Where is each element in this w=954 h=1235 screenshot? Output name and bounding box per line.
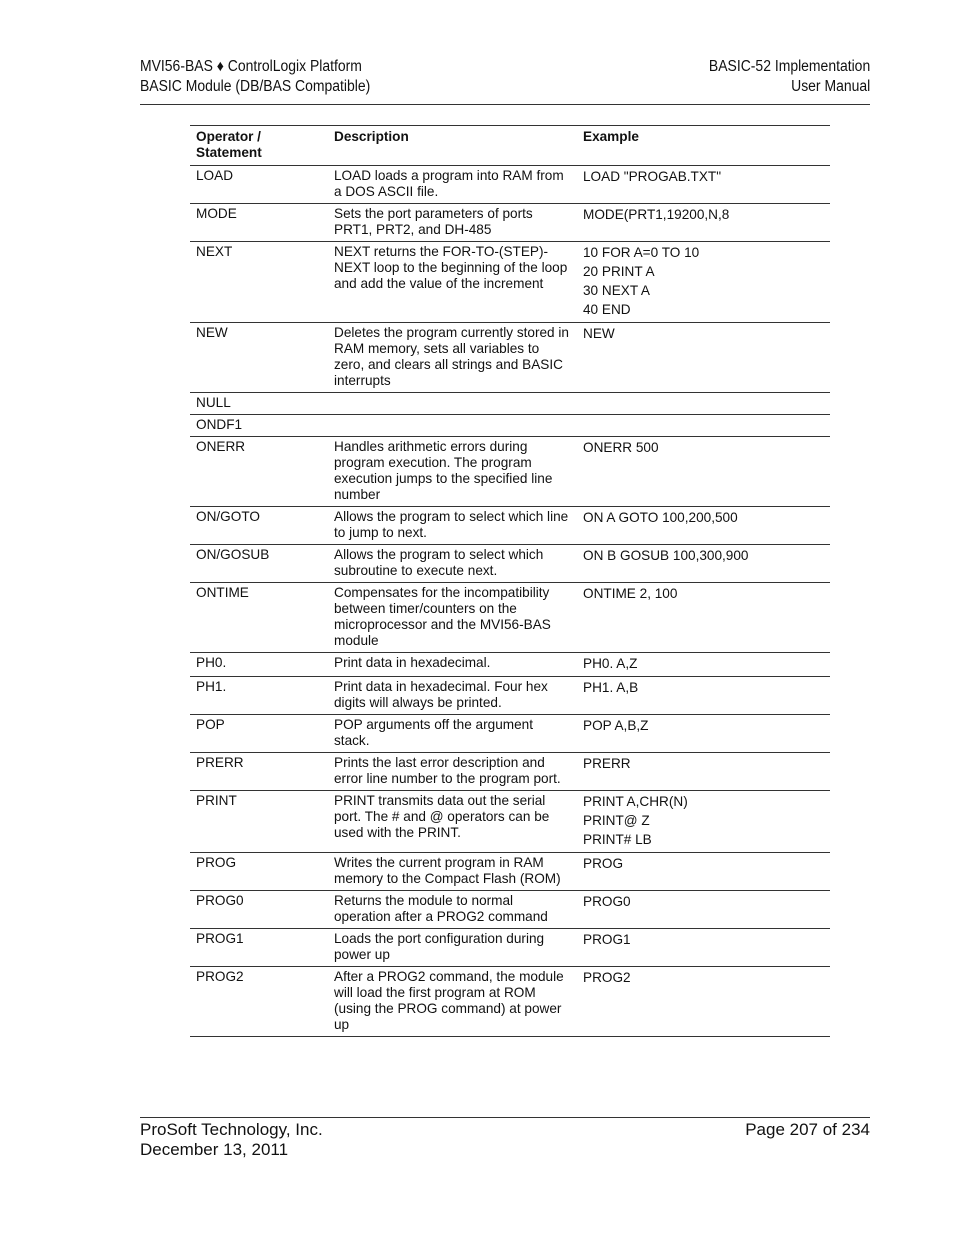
example-line: PH1. A,B [583,680,639,695]
operator-cell: PROG2 [190,967,328,1037]
table-row [190,791,830,853]
page-header-right [709,57,870,96]
operator-cell: PROG1 [190,929,328,967]
table-row [190,242,830,323]
table-row [190,166,830,204]
page-number: Page 207 of 234 [745,1120,870,1139]
example-cell [577,653,830,677]
table-row [190,715,830,753]
operator-cell: PRINT [190,791,328,853]
operator-cell: MODE [190,204,328,242]
example-line: POP A,B,Z [583,718,649,733]
footer-divider [140,1117,870,1118]
operator-cell: ON/GOTO [190,507,328,545]
operator-cell: ONDF1 [190,415,328,437]
table-row [190,437,830,507]
example-line: PRINT A,CHR(N) [583,794,688,809]
table-row [190,677,830,715]
description-cell: Print data in hexadecimal. [328,653,577,677]
example-line: PH0. A,Z [583,656,638,671]
example-line: PRINT# LB [583,832,652,847]
example-line: MODE(PRT1,19200,N,8 [583,207,730,222]
example-cell [577,791,830,853]
description-cell: Handles arithmetic errors during program execution. The program execution jumps to the specified line number [328,437,577,507]
example-cell [577,891,830,929]
example-line: 30 NEXT A [583,283,650,298]
example-cell [577,393,830,415]
table-row [190,753,830,791]
example-line: ONERR 500 [583,440,659,455]
table-row [190,393,830,415]
description-cell: NEXT returns the FOR-TO-(STEP)-NEXT loop to the beginning of the loop and add the value of the increment [328,242,577,323]
description-cell: Compensates for the incompatibility between timer/counters on the microprocessor and the MVI56-BAS module [328,583,577,653]
description-cell: Deletes the program currently stored in RAM memory, sets all variables to zero, and clears all strings and BASIC interrupts [328,323,577,393]
table-row [190,323,830,393]
publication-date: December 13, 2011 [140,1139,289,1159]
example-line: 10 FOR A=0 TO 10 [583,245,700,260]
table-row [190,653,830,677]
operator-cell: PROG [190,853,328,891]
description-cell: Sets the port parameters of ports PRT1, PRT2, and DH-485 [328,204,577,242]
example-cell [577,715,830,753]
operator-cell: NEW [190,323,328,393]
operator-cell: PRERR [190,753,328,791]
description-cell: Allows the program to select which line to jump to next. [328,507,577,545]
example-line: ONTIME 2, 100 [583,586,678,601]
description-cell: Returns the module to normal operation after a PROG2 command [328,891,577,929]
example-cell [577,415,830,437]
example-line: PROG [583,856,624,871]
example-cell [577,967,830,1037]
example-line: PROG1 [583,932,631,947]
operator-cell: PROG0 [190,891,328,929]
description-cell [328,393,577,415]
page-footer-right [745,1120,870,1140]
example-cell [577,853,830,891]
operator-cell: PH0. [190,653,328,677]
header-divider [140,104,870,105]
table-header-row [190,126,830,166]
product-title: MVI56-BAS ♦ ControlLogix Platform [140,58,362,75]
example-line: PROG2 [583,970,631,985]
operator-cell: ONTIME [190,583,328,653]
product-subtitle: BASIC Module (DB/BAS Compatible) [140,77,371,95]
example-cell [577,166,830,204]
column-header-example: Example [577,126,830,166]
table-row [190,967,830,1037]
operator-cell: NEXT [190,242,328,323]
example-line: 40 END [583,302,631,317]
table-row [190,929,830,967]
example-cell [577,204,830,242]
table-body [190,166,830,1037]
page-footer-left [140,1120,323,1159]
operator-cell: POP [190,715,328,753]
table-row [190,415,830,437]
description-cell: Loads the port configuration during power up [328,929,577,967]
table-row [190,891,830,929]
example-line: PRERR [583,756,631,771]
table-row [190,204,830,242]
example-cell [577,545,830,583]
page-header-left [140,57,370,96]
table-row [190,545,830,583]
company-name: ProSoft Technology, Inc. [140,1120,323,1139]
example-cell [577,753,830,791]
example-line: 20 PRINT A [583,264,655,279]
description-cell [328,415,577,437]
example-line: PROG0 [583,894,631,909]
example-cell [577,437,830,507]
description-cell: After a PROG2 command, the module will load the first program at ROM (using the PROG command) at power up [328,967,577,1037]
example-cell [577,583,830,653]
example-line: LOAD "PROGAB.TXT" [583,169,722,184]
description-cell: PRINT transmits data out the serial port. The # and @ operators can be used with the PRINT. [328,791,577,853]
example-line: PRINT@ Z [583,813,650,828]
example-cell [577,323,830,393]
description-cell: POP arguments off the argument stack. [328,715,577,753]
example-line: NEW [583,326,615,341]
description-cell: Prints the last error description and error line number to the program port. [328,753,577,791]
operator-cell: PH1. [190,677,328,715]
description-cell: Allows the program to select which subroutine to execute next. [328,545,577,583]
example-cell [577,677,830,715]
column-header-operator: Operator / Statement [190,126,328,166]
operator-cell: ON/GOSUB [190,545,328,583]
description-cell: Writes the current program in RAM memory to the Compact Flash (ROM) [328,853,577,891]
operators-table [190,125,830,1037]
description-cell: Print data in hexadecimal. Four hex digits will always be printed. [328,677,577,715]
operator-cell: NULL [190,393,328,415]
operator-cell: ONERR [190,437,328,507]
example-cell [577,929,830,967]
column-header-description: Description [328,126,577,166]
operator-cell: LOAD [190,166,328,204]
table-row [190,507,830,545]
description-cell: LOAD loads a program into RAM from a DOS ASCII file. [328,166,577,204]
table-row [190,583,830,653]
example-line: ON A GOTO 100,200,500 [583,510,738,525]
table-row [190,853,830,891]
example-line: ON B GOSUB 100,300,900 [583,548,749,563]
example-cell [577,242,830,323]
example-cell [577,507,830,545]
document-title: BASIC-52 Implementation [708,58,870,75]
document-type: User Manual [790,77,870,95]
